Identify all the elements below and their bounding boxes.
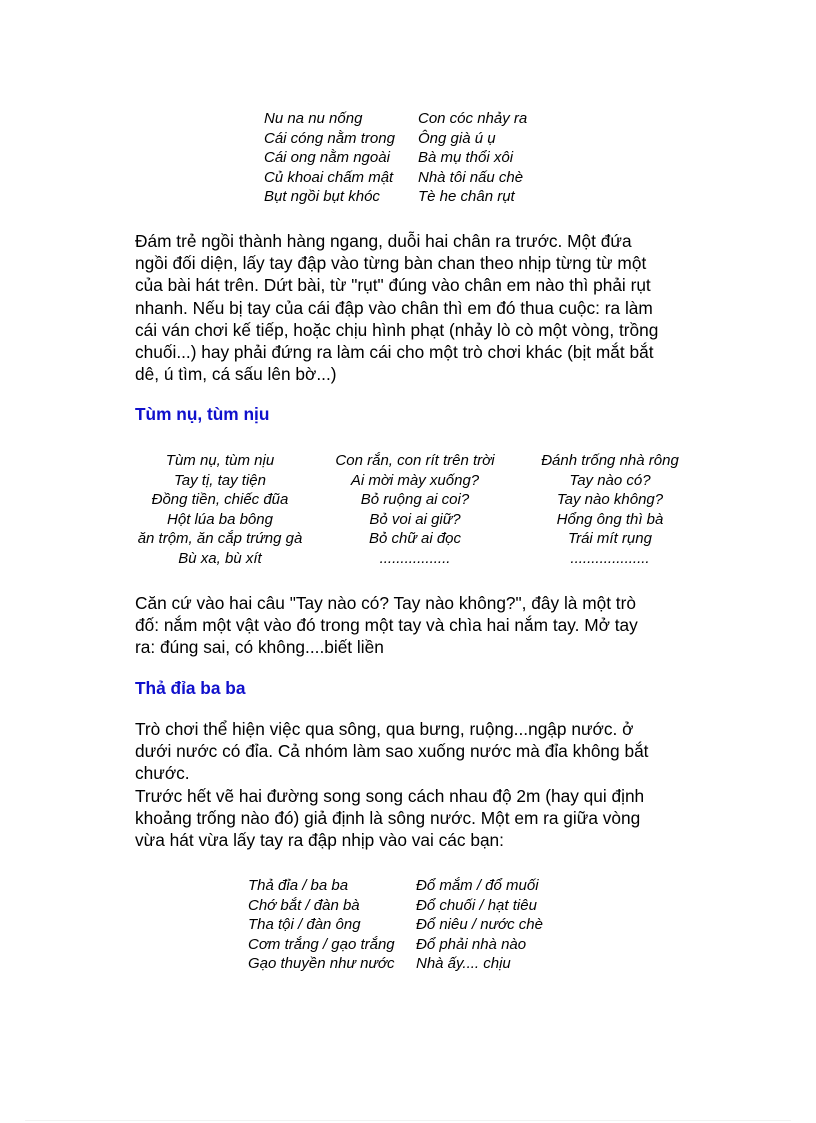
- poem-tum-nu-tum-niu: [125, 451, 705, 571]
- poem-line: ăn trộm, ăn cắp trứng gà: [137, 530, 303, 548]
- poem-line: Cái cóng nằm trong: [264, 129, 395, 147]
- paragraph-river-game: [135, 718, 695, 851]
- poem-line: Đổ niêu / nước chè: [416, 916, 543, 934]
- poem-line: Cơm trắng / gạo trắng: [248, 935, 395, 953]
- paragraph-line: vừa hát vừa lấy tay ra đập nhịp vào vai các bạn:: [135, 829, 504, 850]
- poem-line: Đổ chuối / hạt tiêu: [416, 896, 537, 914]
- poem-line: Củ khoai chấm mật: [264, 168, 394, 186]
- poem-tha-dia-ba-ba: [248, 876, 578, 976]
- poem-line: Tha tội / đàn ông: [248, 916, 361, 934]
- poem-line: Tè he chân rụt: [418, 188, 515, 206]
- paragraph-line: chuối...) hay phải đứng ra làm cái cho một trò chơi khác (bịt mắt bắt: [135, 341, 654, 362]
- paragraph-line: Căn cứ vào hai câu "Tay nào có? Tay nào không?", đây là một trò: [135, 593, 636, 613]
- poem-line: Đồng tiền, chiếc đũa: [151, 491, 289, 509]
- poem-line: Cái ong nằm ngoài: [264, 149, 390, 167]
- poem-line: Hổng ông thì bà: [556, 510, 664, 528]
- poem-line: Đổ phải nhà nào: [416, 935, 527, 953]
- poem-line: Đổ mắm / đổ muối: [416, 877, 539, 894]
- poem-column-3: [515, 451, 705, 569]
- page-bottom-divider: [25, 1120, 791, 1121]
- paragraph-line: dưới nước có đỉa. Cả nhóm làm sao xuống nước mà đỉa không bắt: [135, 741, 649, 762]
- paragraph-line: đố: nắm một vật vào đó trong một tay và chìa hai nắm tay. Mở tay: [135, 615, 638, 636]
- poem-nu-na-nu-nong: [264, 109, 564, 209]
- paragraph-line: của bài hát trên. Dứt bài, từ "rụt" đúng vào chân em nào thì phải rụt: [135, 275, 651, 296]
- paragraph-line: cái ván chơi kế tiếp, hoặc chịu hình phạt (nhảy lò cò một vòng, trồng: [135, 319, 659, 340]
- paragraph-line: chước.: [135, 763, 190, 784]
- poem-line: Tùm nụ, tùm nịu: [165, 452, 275, 469]
- poem-column-1: [125, 451, 315, 569]
- poem-line: Con cóc nhảy ra: [418, 110, 528, 127]
- paragraph-line: Trò chơi thể hiện việc qua sông, qua bưng, ruộng...ngập nước. ở: [135, 719, 634, 739]
- paragraph-game-rules: [135, 230, 695, 385]
- poem-line: Nhà ấy.... chịu: [416, 955, 511, 973]
- poem-column-right: [418, 109, 527, 207]
- poem-column-2: [315, 451, 515, 569]
- paragraph-line: dê, ú tìm, cá sấu lên bờ...): [135, 364, 337, 385]
- poem-line: Bỏ chữ ai đọc: [368, 530, 462, 548]
- section-heading-tum-nu: Tùm nụ, tùm nịu: [135, 404, 270, 424]
- paragraph-line: nhanh. Nếu bị tay của cái đập vào chân thì em đó thua cuộc: ra làm: [135, 297, 653, 318]
- paragraph-line: Trước hết vẽ hai đường song song cách nhau độ 2m (hay qui định: [135, 785, 645, 806]
- paragraph-line: ra: đúng sai, có không....biết liền: [135, 637, 384, 658]
- poem-line: Tay nào không?: [556, 491, 664, 509]
- poem-line: ...................: [570, 549, 650, 567]
- section-heading-tha-dia: Thả đỉa ba ba: [135, 678, 246, 698]
- poem-line: Hột lúa ba bông: [167, 510, 273, 528]
- poem-line: Nhà tôi nấu chè: [418, 168, 524, 186]
- poem-line: Trái mít rụng: [568, 530, 652, 548]
- paragraph-line: Đám trẻ ngồi thành hàng ngang, duỗi hai chân ra trước. Một đứa: [135, 231, 632, 251]
- poem-column-left: [264, 109, 395, 207]
- poem-column-left: [248, 876, 395, 974]
- poem-line: Ai mời mày xuống?: [350, 471, 480, 489]
- poem-line: Đánh trống nhà rông: [541, 452, 679, 469]
- poem-line: Bụt ngồi bụt khóc: [264, 188, 380, 206]
- poem-line: Chớ bắt / đàn bà: [248, 896, 360, 914]
- paragraph-line: khoảng trống nào đó) giả định là sông nước. Một em ra giữa vòng: [135, 807, 641, 828]
- poem-line: Tay tị, tay tiện: [174, 471, 266, 489]
- paragraph-line: ngồi đối diện, lấy tay đập vào từng bàn chan theo nhịp từng từ một: [135, 253, 647, 274]
- poem-line: .................: [379, 549, 451, 567]
- poem-line: Gạo thuyền như nước: [248, 955, 395, 973]
- poem-line: Con rắn, con rít trên trời: [335, 452, 495, 469]
- poem-line: Bỏ ruộng ai coi?: [360, 491, 470, 509]
- poem-line: Nu na nu nống: [264, 110, 363, 127]
- poem-line: Bà mụ thổi xôi: [418, 149, 514, 167]
- poem-line: Bỏ voi ai giữ?: [369, 510, 461, 528]
- poem-line: Tay nào có?: [569, 471, 651, 489]
- paragraph-guessing-game: [135, 592, 695, 659]
- poem-line: Bù xa, bù xít: [178, 549, 262, 567]
- poem-line: Thả đỉa / ba ba: [248, 877, 349, 894]
- poem-line: Ông già ú ụ: [418, 129, 496, 147]
- poem-column-right: [416, 876, 543, 974]
